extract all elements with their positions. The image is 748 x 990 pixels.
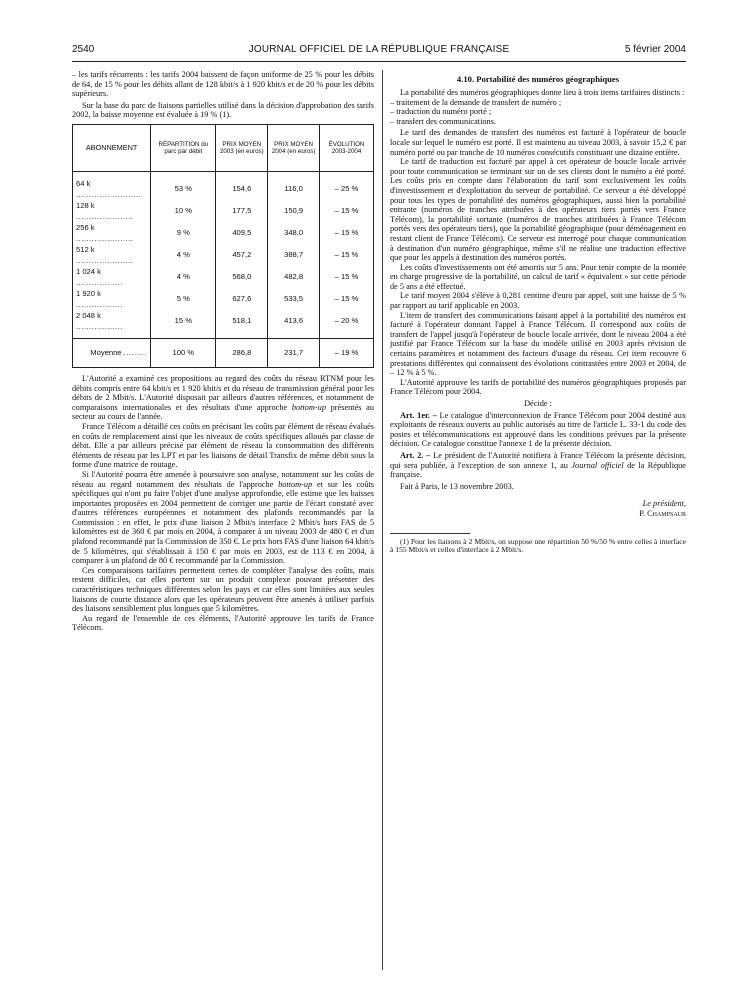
cell-price-2004: 533,5 [268,288,320,310]
cell-repartition: 5 % [151,288,216,310]
cell-evolution: – 15 % [319,222,373,244]
cell-repartition: 15 % [151,310,216,339]
cell-price-2004: 116,0 [268,171,320,200]
cell-repartition: 4 % [151,244,216,266]
list-item: – traitement de la demande de transfert de numéro ; [390,97,562,107]
row-label: 512 k ...................... [73,244,151,266]
amortization-paragraph: Les coûts d'investissements ont été amortis sur 5 ans. Pour tenir compte de la montée en charge progressive de la portabilité, un calcul de tarif « équivalent » sur cette période de 5 ans a été effectué. [390,262,686,291]
table-total-row [73,338,374,367]
translation-tariff-paragraph: Le tarif de traduction est facturé par appel à cet opérateur de boucle locale arrivée pour toute communication se terminant sur un de ses clients dont le numéro a été porté. Les coûts pris en compte dans l'élaboration du tarif sont exclusivement les coûts d'investissement et d'exploitation du serveur de portabilité. Ce serveur a été développé pour tous les types de portabilité des numéros géographiques, aussi bien la portabilité entrante (numéros de tranches attribuées à des opérateurs tiers portés vers France Télécom), la portabilité sortante (numéros de tranches attribuées à France Télécom portés vers des opérateurs tiers), que la portabilité géographique (pour déménagement en restant client de France Télécom). Ce serveur est interrogé pour chaque communication à destination d'un numéro géographique, même s'il ne réalise une traduction effective que pour les appels à destination des numéros portés. [390,157,686,263]
table-header-row [73,124,374,171]
cell-evolution: – 15 % [319,200,373,222]
cell-evolution: – 20 % [319,310,373,339]
table-row [73,244,374,266]
cell-repartition: 10 % [151,200,216,222]
row-label: 2 048 k .................. [73,310,151,339]
table-row [73,310,374,339]
column-header: ÉVOLUTION 2003-2004 [319,124,373,171]
cell-price-2004: 348,0 [268,222,320,244]
tariff-table [72,124,374,368]
table-row [73,222,374,244]
cell-price-2004: 388,7 [268,244,320,266]
cell-price-2003: 177,5 [216,200,268,222]
page-header [72,44,686,58]
cell-evolution: – 25 % [319,171,373,200]
table-row [73,171,374,200]
row-label: 1 920 k .................. [73,288,151,310]
cell-price-2003: 286,8 [216,338,268,367]
analysis-paragraph: L'Autorité a examiné ces propositions au regard des coûts du réseau RTNM pour les débits compris entre 64 kbit/s et 1 920 kbit/s et du réseau de transmission général pour les débits de 2 Mbit/s. L'Autorité disposait par ailleurs d'autres références, et notamment de comparaisons internationales et des résultats d'une approche bottom-up présentés au secteur au cours de l'année. [72,373,374,422]
cost-detail-paragraph: France Télécom a détaillé ces coûts en précisant les coûts par élément de réseau évalués en coûts de remplacement ainsi que les niveaux de coûts spécifiques alloués par classe de débit. Elle a par ailleurs précisé par élément de réseau la consommation des différents éléments de réseau par les LPT et par les liaisons de détail Transfix de même débit sous la forme d'une matrice de routage. [72,421,374,470]
cell-evolution: – 19 % [319,338,373,367]
cell-price-2004: 482,8 [268,266,320,288]
cell-repartition: 53 % [151,171,216,200]
call-transfer-paragraph: L'item de transfert des communications faisant appel à la portabilité des numéros est facturé à l'opérateur donnant l'appel à France Télécom. Il correspond aux coûts de transfert de l'appel jusqu'à l'opérateur de boucle locale arrivée, dont le niveau 2004 a été justifié par France Télécom sur la base du modèle utilisé en 2003 après révision de certains paramètres et notamment des facteurs d'usage du réseau. Cet item recouvre 6 prestations différentes qui connaissent des évolutions contrastées entre 2003 et 2004, de – 12 % à 5 %. [390,310,686,378]
signature-place-date: Fait à Paris, le 13 novembre 2003. [400,481,514,491]
cell-price-2003: 627,6 [216,288,268,310]
cell-evolution: – 15 % [319,288,373,310]
table-row [73,200,374,222]
right-column [390,88,686,555]
page-number: 2540 [72,44,95,55]
list-item: – traduction du numéro porté ; [390,107,492,117]
cell-repartition: 100 % [151,338,216,367]
row-label: Moyenne ......... [73,338,151,367]
column-header: RÉPARTITION du parc par débit [151,124,216,171]
portability-approval-paragraph: L'Autorité approuve les tarifs de portabilité des numéros géographiques proposés par France Télécom pour 2004. [390,377,686,397]
signer-title: Le président, [642,499,686,509]
cell-price-2003: 409,5 [216,222,268,244]
column-header: PRIX MOYEN 2004 (en euros) [268,124,320,171]
row-label: 256 k ...................... [73,222,151,244]
column-header: PRIX MOYEN 2003 (en euros) [216,124,268,171]
column-header: ABONNEMENT [73,124,151,171]
cell-price-2004: 413,6 [268,310,320,339]
cell-evolution: – 15 % [319,266,373,288]
cell-repartition: 9 % [151,222,216,244]
footnote: (1) Pour les liaisons à 2 Mbit/s, on suppose une répartition 50 %/50 % entre celles à interface à 155 Mbit/s et celles d'interface à 2 Mbit/s. [390,536,686,555]
signer-name: P. Champsaur [639,508,686,518]
cell-price-2004: 231,7 [268,338,320,367]
transfer-request-paragraph: Le tarif des demandes de transfert des numéros est facturé à l'opérateur de boucle locale sur lequel le numéro est porté. Il est maintenu au niveau 2003, à savoir 15,2 € par numéro porté ou par tranche de 10 numéros consécutifs constituant une dizaine entière. [390,128,686,157]
row-label: 64 k ......................... [73,171,151,200]
section-title: 4.10. Portabilité des numéros géographiques [456,74,620,84]
table-row [73,288,374,310]
article-2: Art. 2. – Le président de l'Autorité notifiera à France Télécom la présente décision, qui sera publiée, à l'exception de son annexe 1, au Journal officiel de la République française. [390,450,686,480]
portability-intro: La portabilité des numéros géographiques donne lieu à trois items tarifaires distincts : [400,88,685,97]
cell-price-2003: 568,0 [216,266,268,288]
approval-paragraph: Au regard de l'ensemble de ces éléments, l'Autorité approuve les tarifs de France Télécom. [72,613,374,633]
cell-repartition: 4 % [151,266,216,288]
recurring-tariffs-paragraph: – les tarifs récurrents : les tarifs 2004 baissent de façon uniforme de 25 % pour les débits de 64, de 15 % pour les débits allant de 128 kbit/s à 1 920 kbit/s et de 20 % pour les débits supérieurs. [72,70,374,99]
header-rule [72,61,686,62]
average-decrease-paragraph: Sur la base du parc de liaisons partielles utilisé dans la décision d'approbation des tarifs 2002, la baisse moyenne est évaluée à 19 % (1). [72,100,374,120]
left-column [72,70,374,633]
table-row [73,266,374,288]
issue-date: 5 février 2004 [624,44,686,55]
comparison-paragraph: Si l'Autorité pourra être amenée à poursuivre son analyse, notamment sur les coûts de réseau au regard notamment des résultats de l'approche bottom-up et sur les coûts spécifiques qui n'ont pu faire l'objet d'une analyse approfondie, elle estime que les baisses importantes proposées en 2004 permettent de corriger une partie de l'écart constaté avec d'autres références européennes et notamment des plafonds recommandés par la Commission : en effet, le prix d'une liaison 2 Mbit/s interface 2 Mbit/s hors FAS de 5 kilomètres est de 360 € par mois en 2004, à comparer à un niveau 2003 de 480 € et d'un plafond recommandé par la Commission de 350 €. Le prix hors FAS d'une liaison 64 kbit/s de 5 kilomètres, qui s'établissait à 150 € par mois en 2003, est de 113 € en 2004, à comparer à un plafond de 80 € recommandé par la Commission. [72,469,375,566]
article-1: Art. 1er. – Le catalogue d'interconnexion de France Télécom pour 2004 destiné aux exploitants de réseaux ouverts au public autorisés au titre de l'article L. 33-1 du code des postes et télécommunications est approuvé dans les conditions prévues par la présente décision. Ce catalogue constitue l'annexe 1 de la présente décision. [390,410,686,449]
row-label: 1 024 k .................. [73,266,151,288]
cell-evolution: – 15 % [319,244,373,266]
cell-price-2003: 154,6 [216,171,268,200]
limits-paragraph: Ces comparaisons tarifaires permettent certes de compléter l'analyse des coûts, mais restent difficiles, car elles portent sur un produit complexe pouvant présenter des caractéristiques techniques différentes selon les pays et car elles sont limitées aux seules liaisons de courte distance alors que les opérateurs peuvent être amenés à utiliser parfois des liaisons sensiblement plus longues que 5 kilomètres. [72,565,374,614]
cell-price-2003: 457,2 [216,244,268,266]
cell-price-2003: 518,1 [216,310,268,339]
journal-title: JOURNAL OFFICIEL DE LA RÉPUBLIQUE FRANÇAISE [248,44,510,55]
cell-price-2004: 150,9 [268,200,320,222]
footnote-rule [390,533,470,534]
list-item: – transfert des communications. [390,116,496,126]
average-tariff-paragraph: Le tarif moyen 2004 s'élève à 0,281 centime d'euro par appel, soit une baisse de 5 % par rapport au tarif applicable en 2003. [390,291,686,311]
row-label: 128 k ...................... [73,200,151,222]
decision-heading: Décide : [524,399,552,408]
column-divider [382,70,383,970]
